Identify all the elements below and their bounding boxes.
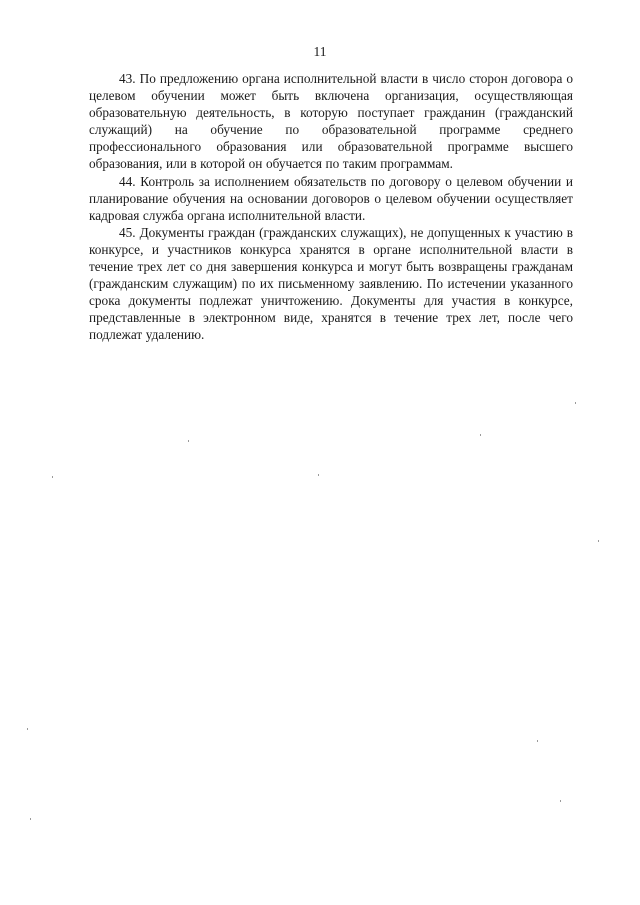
- paragraph-44: 44. Контроль за исполнением обязательств по договору о целевом обучении и планирование обучения на основании договоров о целевом обучении осуществляет кадровая служба органа исполнительной власти.: [89, 173, 573, 223]
- page-number: 11: [313, 44, 327, 59]
- scan-speck: [30, 818, 31, 820]
- scan-speck: [318, 474, 319, 476]
- scan-speck: [27, 728, 28, 730]
- scan-speck: [52, 476, 53, 478]
- scan-speck: [598, 540, 599, 542]
- scan-speck: [575, 402, 576, 404]
- paragraph-43: 43. По предложению органа исполнительной власти в число сторон договора о целевом обучении может быть включена организация, осуществляющая образовательную деятельность, в которую поступает гражданин (гражданский служащий) на обучение по образовательной программе среднего профессионального образования или образовательной программе высшего образования, или в которой он обучается по таким программам.: [89, 71, 573, 172]
- scan-speck: [560, 800, 561, 802]
- scan-speck: [480, 434, 481, 436]
- paragraph-45: 45. Документы граждан (гражданских служащих), не допущенных к участию в конкурсе, и участников конкурса хранятся в органе исполнительной власти в течение трех лет со дня завершения конкурса и могут быть возвращены гражданам (гражданским служащим) по их письменному заявлению. По истечении указанного срока документы подлежат уничтожению. Документы для участия в конкурсе, представленные в электронном виде, хранятся в течение трех лет, после чего подлежат удалению.: [89, 224, 573, 343]
- document-body: [89, 70, 573, 344]
- scan-speck: [188, 440, 189, 442]
- scan-speck: [537, 740, 538, 742]
